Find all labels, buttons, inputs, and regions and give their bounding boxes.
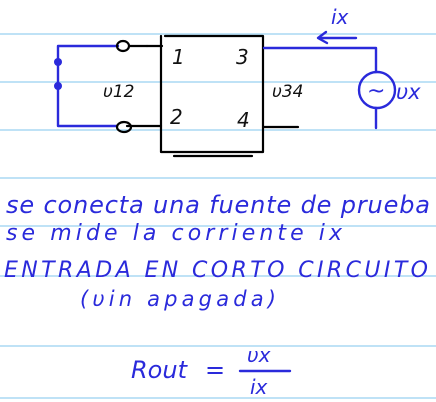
junction-dot (54, 82, 62, 90)
port-1-label: 1 (172, 45, 185, 69)
junction-dot (54, 58, 62, 66)
formula-lhs: Rout (131, 356, 187, 384)
input-short-circuit (54, 41, 162, 132)
note-line-2: se mide la corriente ix (6, 221, 342, 246)
port-4-label: 4 (237, 108, 250, 132)
output-resistance-formula (131, 343, 290, 399)
current-label: ix (331, 5, 349, 29)
formula-denominator: ix (250, 375, 268, 399)
note-line-3: ENTRADA EN CORTO CIRCUITO (4, 258, 428, 283)
port-3-label: 3 (236, 45, 249, 69)
note-line-1: se conecta una fuente de prueba (6, 191, 430, 219)
source-voltage-label: υx (396, 80, 421, 104)
handwritten-notes (4, 191, 430, 311)
source-wire-top (264, 48, 376, 72)
formula-equals: = (205, 356, 226, 384)
port-2-label: 2 (170, 105, 183, 129)
source-sine-symbol: ~ (367, 79, 386, 104)
input-voltage-label: υ12 (103, 82, 135, 102)
note-line-4: (υin apagada) (80, 287, 276, 311)
formula-numerator: υx (247, 343, 271, 367)
output-test-source (264, 5, 421, 128)
output-voltage-label: υ34 (272, 82, 304, 102)
